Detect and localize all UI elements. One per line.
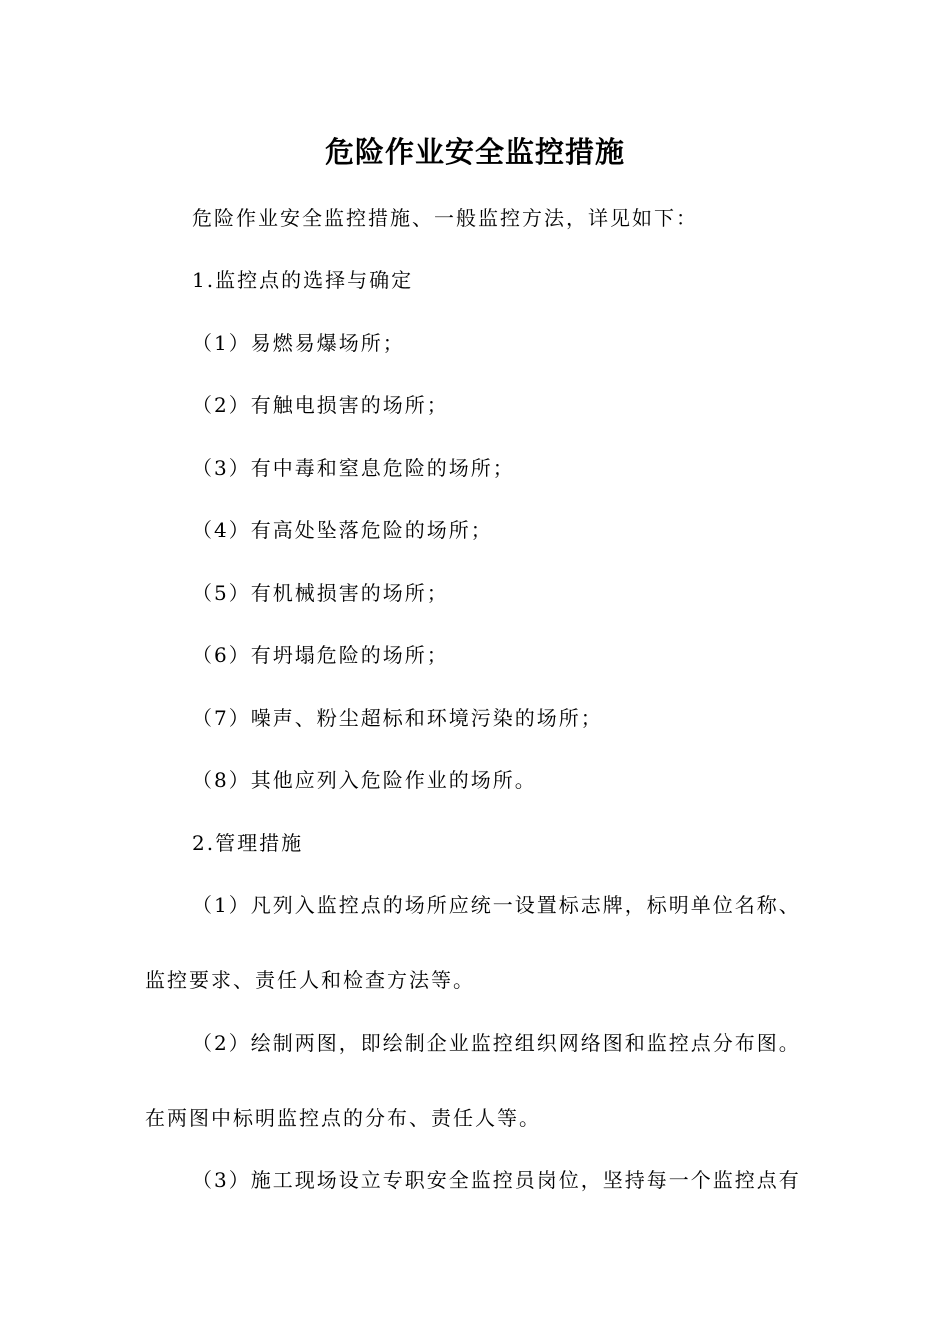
section-heading-2: 2.管理措施 (192, 831, 304, 855)
paragraph-line: （2）绘制两图，即绘制企业监控组织网络图和监控点分布图。 (192, 1031, 801, 1055)
list-item: （1）易燃易爆场所； (192, 331, 405, 355)
list-item: （8）其他应列入危险作业的场所。 (192, 768, 537, 792)
list-item: （3）有中毒和窒息危险的场所； (192, 456, 515, 480)
list-item: （4）有高处坠落危险的场所； (192, 518, 493, 542)
section-heading-1: 1.监控点的选择与确定 (192, 268, 414, 292)
paragraph-line: 监控要求、责任人和检查方法等。 (145, 968, 475, 992)
paragraph-line: （1）凡列入监控点的场所应统一设置标志牌，标明单位名称、 (192, 893, 801, 917)
paragraph-line: 在两图中标明监控点的分布、责任人等。 (145, 1106, 541, 1130)
list-item: （7）噪声、粉尘超标和环境污染的场所； (192, 706, 603, 730)
list-item: （2）有触电损害的场所； (192, 393, 449, 417)
intro-paragraph: 危险作业安全监控措施、一般监控方法，详见如下： (192, 206, 698, 230)
document-title: 危险作业安全监控措施 (324, 135, 625, 169)
list-item: （6）有坍塌危险的场所； (192, 643, 449, 667)
list-item: （5）有机械损害的场所； (192, 581, 449, 605)
paragraph-line: （3）施工现场设立专职安全监控员岗位，坚持每一个监控点有 (192, 1168, 801, 1192)
